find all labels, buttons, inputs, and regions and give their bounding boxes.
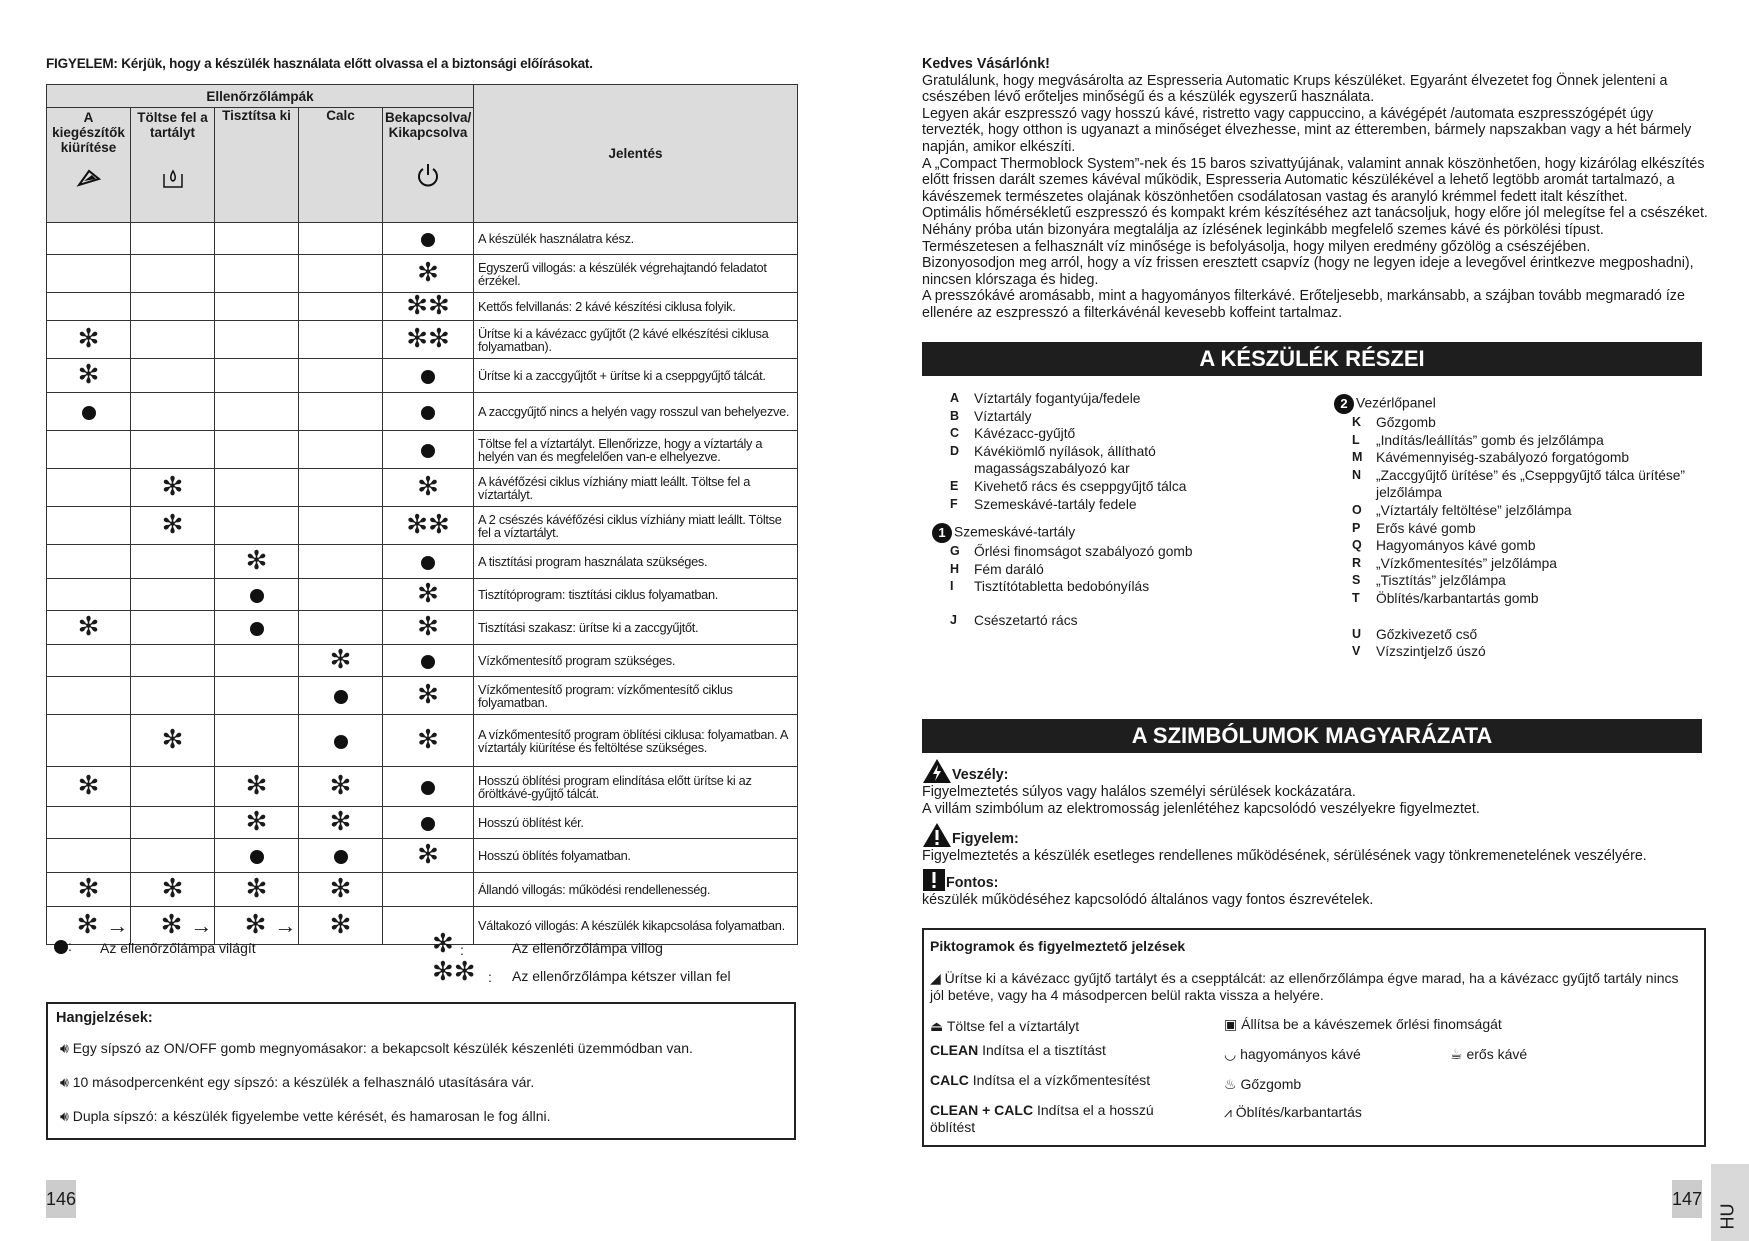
indicator-cell: [47, 359, 131, 393]
meaning-cell: Ürítse ki a zaccgyűjtőt + ürítse ki a cseppgyűjtő tálcát.: [474, 359, 798, 393]
meaning-cell: Hosszú öblítés folyamatban.: [474, 839, 798, 873]
table-row: [47, 807, 798, 839]
indicator-cell: [299, 393, 383, 431]
indicator-cell: [47, 469, 131, 507]
colon: :: [68, 938, 72, 954]
lamp-blink-icon: ✻: [244, 909, 267, 940]
indicator-cell: [215, 431, 299, 469]
indicator-cell: [131, 545, 215, 579]
arrow-icon: →: [106, 912, 129, 938]
indicator-cell: [215, 907, 299, 945]
meaning-cell: Hosszú öblítést kér.: [474, 807, 798, 839]
indicator-cell: [383, 715, 474, 767]
lamp-on-icon: [421, 370, 435, 384]
part-item: C Kávézacc-gyűjtő: [950, 426, 1076, 442]
indicator-cell: [131, 431, 215, 469]
lamp-on-icon: [421, 406, 435, 420]
lamp-on-icon: [421, 233, 435, 247]
table-row: [47, 359, 798, 393]
table-row: [47, 839, 798, 873]
lamp-on-icon: [54, 940, 68, 954]
indicator-cell: [383, 579, 474, 611]
table-row: [47, 545, 798, 579]
lamp-blink-icon: ✻: [161, 873, 184, 904]
indicator-cell: [383, 645, 474, 677]
intro-paragraph: Természetesen a felhasznált víz minősége is befolyásolja, hogy milyen eredmény gőzölög a csészéjében.: [922, 238, 1591, 255]
symbols-banner: A SZIMBÓLUMOK MAGYARÁZATA: [922, 719, 1702, 753]
indicator-cell: [131, 907, 215, 945]
intro-paragraph: A „Compact Thermoblock System”-nek és 15 baros szivattyújának, valamint annak köszönhetően, hogy kizárólag elkészítés előtt frissen darált szemes kávéval működik, Espresseria Automatic készülékével a lehető legtöbb aromát tartalmazó, a kávészemek természetes olajának köszönhetően csodálatosan vastag és aranyló krémmel fedett italt készíthet.: [922, 155, 1705, 205]
indicator-cell: [47, 579, 131, 611]
part-item: R „Vízkőmentesítés” jelzőlámpa: [1352, 555, 1557, 571]
indicator-cell: [47, 293, 131, 321]
table-row: [47, 431, 798, 469]
table-row: [47, 767, 798, 807]
indicator-cell: [131, 223, 215, 255]
indicator-cell: [383, 507, 474, 545]
indicator-cell: [47, 507, 131, 545]
indicator-cell: [47, 431, 131, 469]
danger-line: Figyelmeztetés súlyos vagy halálos személyi sérülések kockázatára.: [922, 784, 1356, 800]
lamp-blink-icon: ✻: [329, 806, 352, 837]
col-clean: Tisztítsa ki: [215, 108, 299, 223]
indicator-cell: [299, 469, 383, 507]
indicator-cell: [47, 807, 131, 839]
rinse-icon: ⩘: [1224, 1104, 1232, 1120]
part-item: O „Víztartály feltöltése” jelzőlámpa: [1352, 502, 1572, 518]
indicator-group-header: Ellenőrzőlámpák: [47, 85, 474, 108]
col-empty-accessories: A kiegészítők kiürítése: [47, 108, 131, 223]
group-1: 1 Szemeskávé-tartály: [932, 523, 1290, 543]
indicator-cell: [299, 223, 383, 255]
sounds-title: Hangjelzések:: [56, 1010, 153, 1026]
part-item: L „Indítás/leállítás” gomb és jelzőlámpa: [1352, 432, 1604, 448]
indicator-cell: [299, 321, 383, 359]
indicator-cell: [131, 767, 215, 807]
pictograms-box: [922, 928, 1706, 1147]
part-item: F Szemeskávé-tartály fedele: [950, 496, 1137, 512]
col-power: Bekapcsolva/ Kikapcsolva: [383, 108, 474, 223]
parts-list-left: [938, 390, 1290, 630]
indicator-cell: [299, 255, 383, 293]
table-row: [47, 223, 798, 255]
table-row: [47, 873, 798, 907]
indicator-cell: [215, 545, 299, 579]
part-item: U Gőzkivezető cső: [1352, 626, 1478, 642]
meaning-cell: A zaccgyűjtő nincs a helyén vagy rosszul van behelyezve.: [474, 393, 798, 431]
lamp-blink-icon: ✻: [161, 724, 184, 755]
indicator-cell: [47, 393, 131, 431]
indicator-cell: [215, 807, 299, 839]
indicator-cell: [131, 293, 215, 321]
safety-warning: FIGYELEM: Kérjük, hogy a készülék használata előtt olvassa el a biztonsági előírásokat.: [46, 56, 593, 71]
indicator-cell: [299, 359, 383, 393]
lamp-blink-icon: ✻: [245, 545, 268, 576]
attention-line: Figyelmeztetés a készülék esetleges rendellenes működésének, sérülésének vagy tönkremenetelének veszélyére.: [922, 848, 1647, 864]
table-row: [47, 321, 798, 359]
indicator-cell: [47, 545, 131, 579]
important-icon: [922, 868, 946, 892]
intro-paragraph: Bizonyosodjon meg arról, hogy a víz frissen eresztett csapvíz (hogy ne legyen ideje a levegővel érintkezve megposhadni), nincsen klórszaga és hideg.: [922, 255, 1694, 288]
indicator-cell: [47, 255, 131, 293]
indicator-cell: [131, 645, 215, 677]
col-calc: Calc: [299, 108, 383, 223]
important-section: [922, 868, 1712, 909]
lamp-on-icon: [421, 655, 435, 669]
picto-clean: CLEAN Indítsa el a tisztítást: [930, 1042, 1106, 1058]
indicator-cell: [131, 507, 215, 545]
meaning-cell: A 2 csészés kávéfőzési ciklus vízhiány miatt leállt. Töltse fel a víztartályt.: [474, 507, 798, 545]
indicator-cell: [47, 645, 131, 677]
part-item: G Őrlési finomságot szabályozó gomb: [950, 544, 1193, 560]
indicator-cell: [383, 907, 474, 945]
sound-icon: 🔊︎: [60, 1040, 69, 1056]
lamp-blink-icon: ✻: [77, 611, 100, 642]
picto-clean-calc: CLEAN + CALC Indítsa el a hosszú öblítést: [930, 1102, 1154, 1135]
strong-cup-icon: ☕︎: [1450, 1046, 1463, 1062]
indicator-cell: [131, 393, 215, 431]
part-item: V Vízszintjelző úszó: [1352, 644, 1486, 660]
indicator-cell: [299, 579, 383, 611]
meaning-cell: Tisztítóprogram: tisztítási ciklus folyamatban.: [474, 579, 798, 611]
indicator-cell: [215, 611, 299, 645]
attention-icon: [922, 822, 952, 848]
lamp-blink-icon: ✻: [417, 257, 439, 288]
indicator-cell: [383, 223, 474, 255]
lamp-blink-icon: ✻: [77, 359, 100, 390]
sound-item: Dupla sípszó: a készülék figyelembe vette kérését, és hamarosan le fog állni.: [72, 1108, 551, 1124]
picto-empty: ◢ Ürítse ki a kávézacc gyűjtő tartályt és a csepptálcát: az ellenőrzőlámpa égve marad, ha a kávézacc gyűjtő tartály nincs jól betéve, vagy ha 4 másodpercen belül rakta vissza a helyére.: [930, 970, 1679, 1003]
language-tab: [1711, 1164, 1749, 1241]
indicator-cell: [47, 839, 131, 873]
part-item: S „Tisztítás” jelzőlámpa: [1352, 573, 1506, 589]
meaning-cell: A vízkőmentesítő program öblítési ciklusa: folyamatban. A víztartály kiürítése és feltöltése szükséges.: [474, 715, 798, 767]
indicator-cell: [131, 469, 215, 507]
lamp-blink-icon: ✻: [245, 806, 268, 837]
meaning-cell: Hosszú öblítési program elindítása előtt ürítse ki az őröltkávé-gyűjtő tálcát.: [474, 767, 798, 807]
indicator-cell: [131, 359, 215, 393]
lamp-blink-icon: ✻: [417, 724, 439, 755]
lamp-on-icon: [421, 781, 435, 795]
meaning-cell: Tisztítási szakasz: ürítse ki a zaccgyűjtőt.: [474, 611, 798, 645]
lamp-blink-icon: ✻: [76, 909, 99, 940]
indicator-cell: [299, 507, 383, 545]
indicator-cell: [47, 873, 131, 907]
important-line: készülék működéséhez kapcsolódó általános vagy fontos észrevételek.: [922, 892, 1374, 908]
indicator-cell: [215, 715, 299, 767]
table-row: [47, 255, 798, 293]
lamp-blink-icon: ✻: [329, 644, 352, 675]
indicator-cell: [215, 321, 299, 359]
table-row: [47, 579, 798, 611]
table-row: [47, 393, 798, 431]
water-tank-icon: [161, 166, 185, 190]
intro-paragraph: Gratulálunk, hogy megvásárolta az Espresseria Automatic Krups készüléket. Egyaránt élvezetet fog Önnek jelenteni a csészében lévő erőteljes minőségű és a készülék egyszerű használata.: [922, 72, 1668, 106]
sound-icon: 🔊︎: [60, 1074, 69, 1090]
part-item: Q Hagyományos kávé gomb: [1352, 538, 1536, 554]
colon: :: [460, 942, 464, 958]
meaning-cell: Vízkőmentesítő program: vízkőmentesítő ciklus folyamatban.: [474, 677, 798, 715]
cup-icon: ◡: [1224, 1046, 1237, 1062]
meaning-cell: A tisztítási program használata szükséges.: [474, 545, 798, 579]
indicator-cell: [215, 839, 299, 873]
lamp-blink-icon: ✻: [417, 611, 439, 642]
attention-section: [922, 822, 1712, 865]
picto-strong: ☕︎ erős kávé: [1450, 1046, 1528, 1062]
indicator-cell: [383, 321, 474, 359]
lamp-on-icon: [421, 556, 435, 570]
meaning-cell: Ürítse ki a kávézacc gyűjtőt (2 kávé elkészítési ciklusa folyamatban).: [474, 321, 798, 359]
meaning-cell: Állandó villogás: működési rendellenesség.: [474, 873, 798, 907]
indicator-cell: [299, 807, 383, 839]
table-row: [47, 907, 798, 945]
sound-item: 10 másodpercenként egy sípszó: a készülék a felhasználó utasítására vár.: [72, 1074, 535, 1090]
indicator-cell: [215, 677, 299, 715]
meaning-cell: A készülék használatra kész.: [474, 223, 798, 255]
intro-text: [922, 56, 1708, 322]
important-title: Fontos:: [946, 875, 999, 891]
indicator-cell: [383, 807, 474, 839]
colon: :: [488, 969, 492, 985]
indicator-cell: [47, 321, 131, 359]
lamp-blink-icon: ✻: [329, 909, 352, 940]
indicator-cell: [383, 677, 474, 715]
indicator-cell: [47, 715, 131, 767]
indicator-cell: [215, 255, 299, 293]
indicator-cell: [383, 255, 474, 293]
lamp-blink-icon: ✻: [329, 770, 352, 801]
picto-grind: ▣ Állítsa be a kávészemek őrlési finomságát: [1224, 1016, 1502, 1032]
indicator-cell: [47, 223, 131, 255]
table-row: [47, 677, 798, 715]
arrow-icon: →: [190, 912, 213, 938]
picto-rinse: ⩘ Öblítés/karbantartás: [1224, 1104, 1362, 1120]
indicator-cell: [299, 767, 383, 807]
part-item: B Víztartály: [950, 408, 1032, 424]
lamp-blink-icon: ✻: [77, 873, 100, 904]
indicator-cell: [299, 293, 383, 321]
lamp-on-icon: [334, 690, 348, 704]
indicator-cell: [299, 873, 383, 907]
indicator-cell: [47, 767, 131, 807]
picto-title: Piktogramok és figyelmeztető jelzések: [930, 938, 1186, 954]
indicator-cell: [383, 767, 474, 807]
lamp-blink-icon: ✻: [417, 679, 439, 710]
indicator-cell: [383, 611, 474, 645]
intro-paragraph: A presszókávé aromásabb, mint a hagyományos filterkávé. Erőteljesebb, markánsabb, a szájban tovább megmaradó íze ellenére az eszpresszó a filterkávénál kevesebb koffeint tartalmaz.: [922, 288, 1685, 321]
indicator-cell: [215, 223, 299, 255]
picto-calc: CALC Indítsa el a vízkőmentesítést: [930, 1072, 1151, 1088]
indicator-cell: [383, 359, 474, 393]
indicator-cell: [383, 290, 474, 321]
danger-icon: [922, 758, 952, 784]
indicator-cell: [131, 873, 215, 907]
part-item: D Kávékiömlő nyílások, állítható magasságszabályozó kar: [950, 443, 1156, 477]
col-fill-tank: Töltse fel a tartályt: [131, 108, 215, 223]
arrow-icon: →: [274, 912, 297, 938]
indicator-cell: [131, 677, 215, 715]
lamp-double-icon: ✻✻: [406, 509, 450, 540]
part-item: M Kávémennyiség-szabályozó forgatógomb: [1352, 450, 1630, 466]
meaning-cell: Váltakozó villogás: A készülék kikapcsolása folyamatban.: [474, 907, 798, 945]
meaning-cell: Kettős felvillanás: 2 kávé készítési ciklusa folyik.: [474, 293, 798, 321]
greeting: Kedves Vásárlónk!: [922, 56, 1050, 72]
page-number-right: 147: [1672, 1180, 1702, 1218]
indicator-cell: [215, 767, 299, 807]
lamp-on-icon: [250, 622, 264, 636]
indicator-cell: [383, 431, 474, 469]
indicator-cell: [383, 873, 474, 907]
part-item: E Kivehető rács és cseppgyűjtő tálca: [950, 478, 1187, 494]
indicator-cell: [383, 469, 474, 507]
danger-section: [922, 758, 1712, 818]
indicator-cell: [383, 393, 474, 431]
parts-list-right: [1334, 394, 1694, 661]
table-row: [47, 715, 798, 767]
grounds-tray-icon: [76, 165, 102, 191]
indicator-cell: [299, 715, 383, 767]
lamp-blink-icon: ✻: [160, 909, 183, 940]
lamp-blink-icon: ✻: [77, 770, 100, 801]
lamp-on-icon: [334, 735, 348, 749]
lamp-on-icon: [250, 850, 264, 864]
danger-title: Veszély:: [952, 767, 1009, 783]
table-row: [47, 645, 798, 677]
indicator-cell: [131, 839, 215, 873]
indicator-cell: [215, 359, 299, 393]
indicator-cell: [47, 677, 131, 715]
grinder-icon: ▣: [1224, 1016, 1238, 1032]
table-row: [47, 469, 798, 507]
meaning-cell: A kávéfőzési ciklus vízhiány miatt leállt. Töltse fel a víztartályt.: [474, 469, 798, 507]
indicator-cell: [215, 873, 299, 907]
part-item: T Öblítés/karbantartás gomb: [1352, 590, 1539, 606]
part-item: H Fém daráló: [950, 561, 1044, 577]
indicator-cell: [383, 839, 474, 873]
part-item: I Tisztítótabletta bedobónyílás: [950, 579, 1150, 595]
picto-steam: ♨ Gőzgomb: [1224, 1076, 1302, 1092]
group-2: 2 Vezérlőpanel: [1334, 394, 1694, 414]
legend-blink: Az ellenőrzőlámpa villog: [512, 940, 663, 956]
meaning-cell: Egyszerű villogás: a készülék végrehajtandó feladatot érzékel.: [474, 255, 798, 293]
power-icon: [415, 162, 441, 188]
part-item: A Víztartály fogantyúja/fedele: [950, 391, 1141, 406]
picto-normal: ◡ hagyományos kávé: [1224, 1046, 1361, 1062]
lamp-blink-icon: ✻: [161, 471, 184, 502]
lamp-double-icon: ✻✻: [406, 323, 450, 354]
lamp-on-icon: [421, 817, 435, 831]
indicator-cell: [299, 431, 383, 469]
meaning-cell: Töltse fel a víztartályt. Ellenőrizze, hogy a víztartály a helyén van és megfelelően van-e elhelyezve.: [474, 431, 798, 469]
table-row: [47, 293, 798, 321]
indicator-cell: [299, 645, 383, 677]
lamp-blink-icon: ✻: [432, 929, 454, 959]
indicator-cell: [299, 611, 383, 645]
lamp-blink-icon: ✻: [245, 873, 268, 904]
steam-icon: ♨: [1224, 1076, 1237, 1092]
attention-title: Figyelem:: [952, 831, 1019, 847]
legend-double: Az ellenőrzőlámpa kétszer villan fel: [512, 968, 731, 984]
picto-fill: ⏏ Töltse fel a víztartályt: [930, 1018, 1080, 1034]
table-row: [47, 611, 798, 645]
sound-icon: 🔊︎: [60, 1108, 69, 1124]
meaning-header: Jelentés: [474, 85, 798, 223]
indicator-cell: [299, 907, 383, 945]
sounds-box: [46, 1002, 796, 1140]
part-item: N „Zaccgyűjtő ürítése” és „Cseppgyűjtő tálca ürítése” jelzőlámpa: [1352, 467, 1686, 501]
lamp-double-icon: ✻✻: [406, 290, 450, 321]
intro-paragraph: Optimális hőmérsékletű eszpresszó és kompakt krém készítéséhez azt tanácsoljuk, hogy előre jól melegítse fel a csészéket. Néhány próba után bizonyára megtalálja az ízlésének leginkább megfelelő szemes kávé és pörkölési típust.: [922, 205, 1708, 238]
lamp-blink-icon: ✻: [245, 770, 268, 801]
indicator-cell: [131, 321, 215, 359]
lamp-blink-icon: ✻: [417, 578, 439, 609]
indicator-cell: [299, 839, 383, 873]
water-tank-icon: ⏏: [930, 1018, 944, 1034]
lamp-blink-icon: ✻: [161, 509, 184, 540]
lamp-blink-icon: ✻: [329, 873, 352, 904]
lamp-on-icon: [421, 444, 435, 458]
indicator-cell: [299, 545, 383, 579]
meaning-cell: Vízkőmentesítő program szükséges.: [474, 645, 798, 677]
indicator-cell: [215, 579, 299, 611]
indicator-cell: [131, 579, 215, 611]
lamp-double-icon: ✻✻: [432, 957, 476, 987]
indicator-cell: [215, 645, 299, 677]
sound-item: Egy sípszó az ON/OFF gomb megnyomásakor: a bekapcsolt készülék készenléti üzemmódban van.: [72, 1040, 693, 1056]
lamp-blink-icon: ✻: [77, 323, 100, 354]
indicator-cell: [215, 393, 299, 431]
indicator-cell: [131, 255, 215, 293]
indicator-cell: [299, 677, 383, 715]
indicator-cell: [215, 293, 299, 321]
indicator-table: [46, 84, 798, 945]
indicator-cell: [131, 807, 215, 839]
lamp-blink-icon: ✻: [417, 471, 439, 502]
danger-line: A villám szimbólum az elektromosság jelenlétéhez kapcsolódó veszélyekre figyelmeztet.: [922, 801, 1480, 817]
intro-paragraph: Legyen akár eszpresszó vagy hosszú kávé, ristretto vagy cappuccino, a kávégépét /automata eszpresszógépét úgy tervezték, hogy otthon is ugyanazt a minőséget élvezhesse, mint az étteremben, bármely napszakban vagy a hét bármely napján, amikor elkészíti.: [922, 105, 1692, 155]
table-row: [47, 507, 798, 545]
indicator-cell: [131, 611, 215, 645]
lamp-blink-icon: ✻: [417, 839, 439, 870]
part-j: J Csészetartó rács: [950, 612, 1078, 628]
page-number-left: 146: [46, 1180, 76, 1218]
legend-on: Az ellenőrzőlámpa világít: [100, 940, 256, 956]
lamp-on-icon: [334, 850, 348, 864]
language-label: HU: [1717, 1203, 1738, 1230]
lamp-on-icon: [250, 589, 264, 603]
indicator-cell: [215, 469, 299, 507]
indicator-cell: [47, 611, 131, 645]
grounds-tray-icon: ◢: [930, 970, 941, 986]
part-item: K Gőzgomb: [1352, 415, 1436, 430]
parts-banner: A KÉSZÜLÉK RÉSZEI: [922, 342, 1702, 376]
indicator-cell: [383, 545, 474, 579]
indicator-cell: [131, 715, 215, 767]
lamp-on-icon: [82, 406, 96, 420]
part-item: P Erős kávé gomb: [1352, 520, 1476, 536]
indicator-cell: [215, 507, 299, 545]
